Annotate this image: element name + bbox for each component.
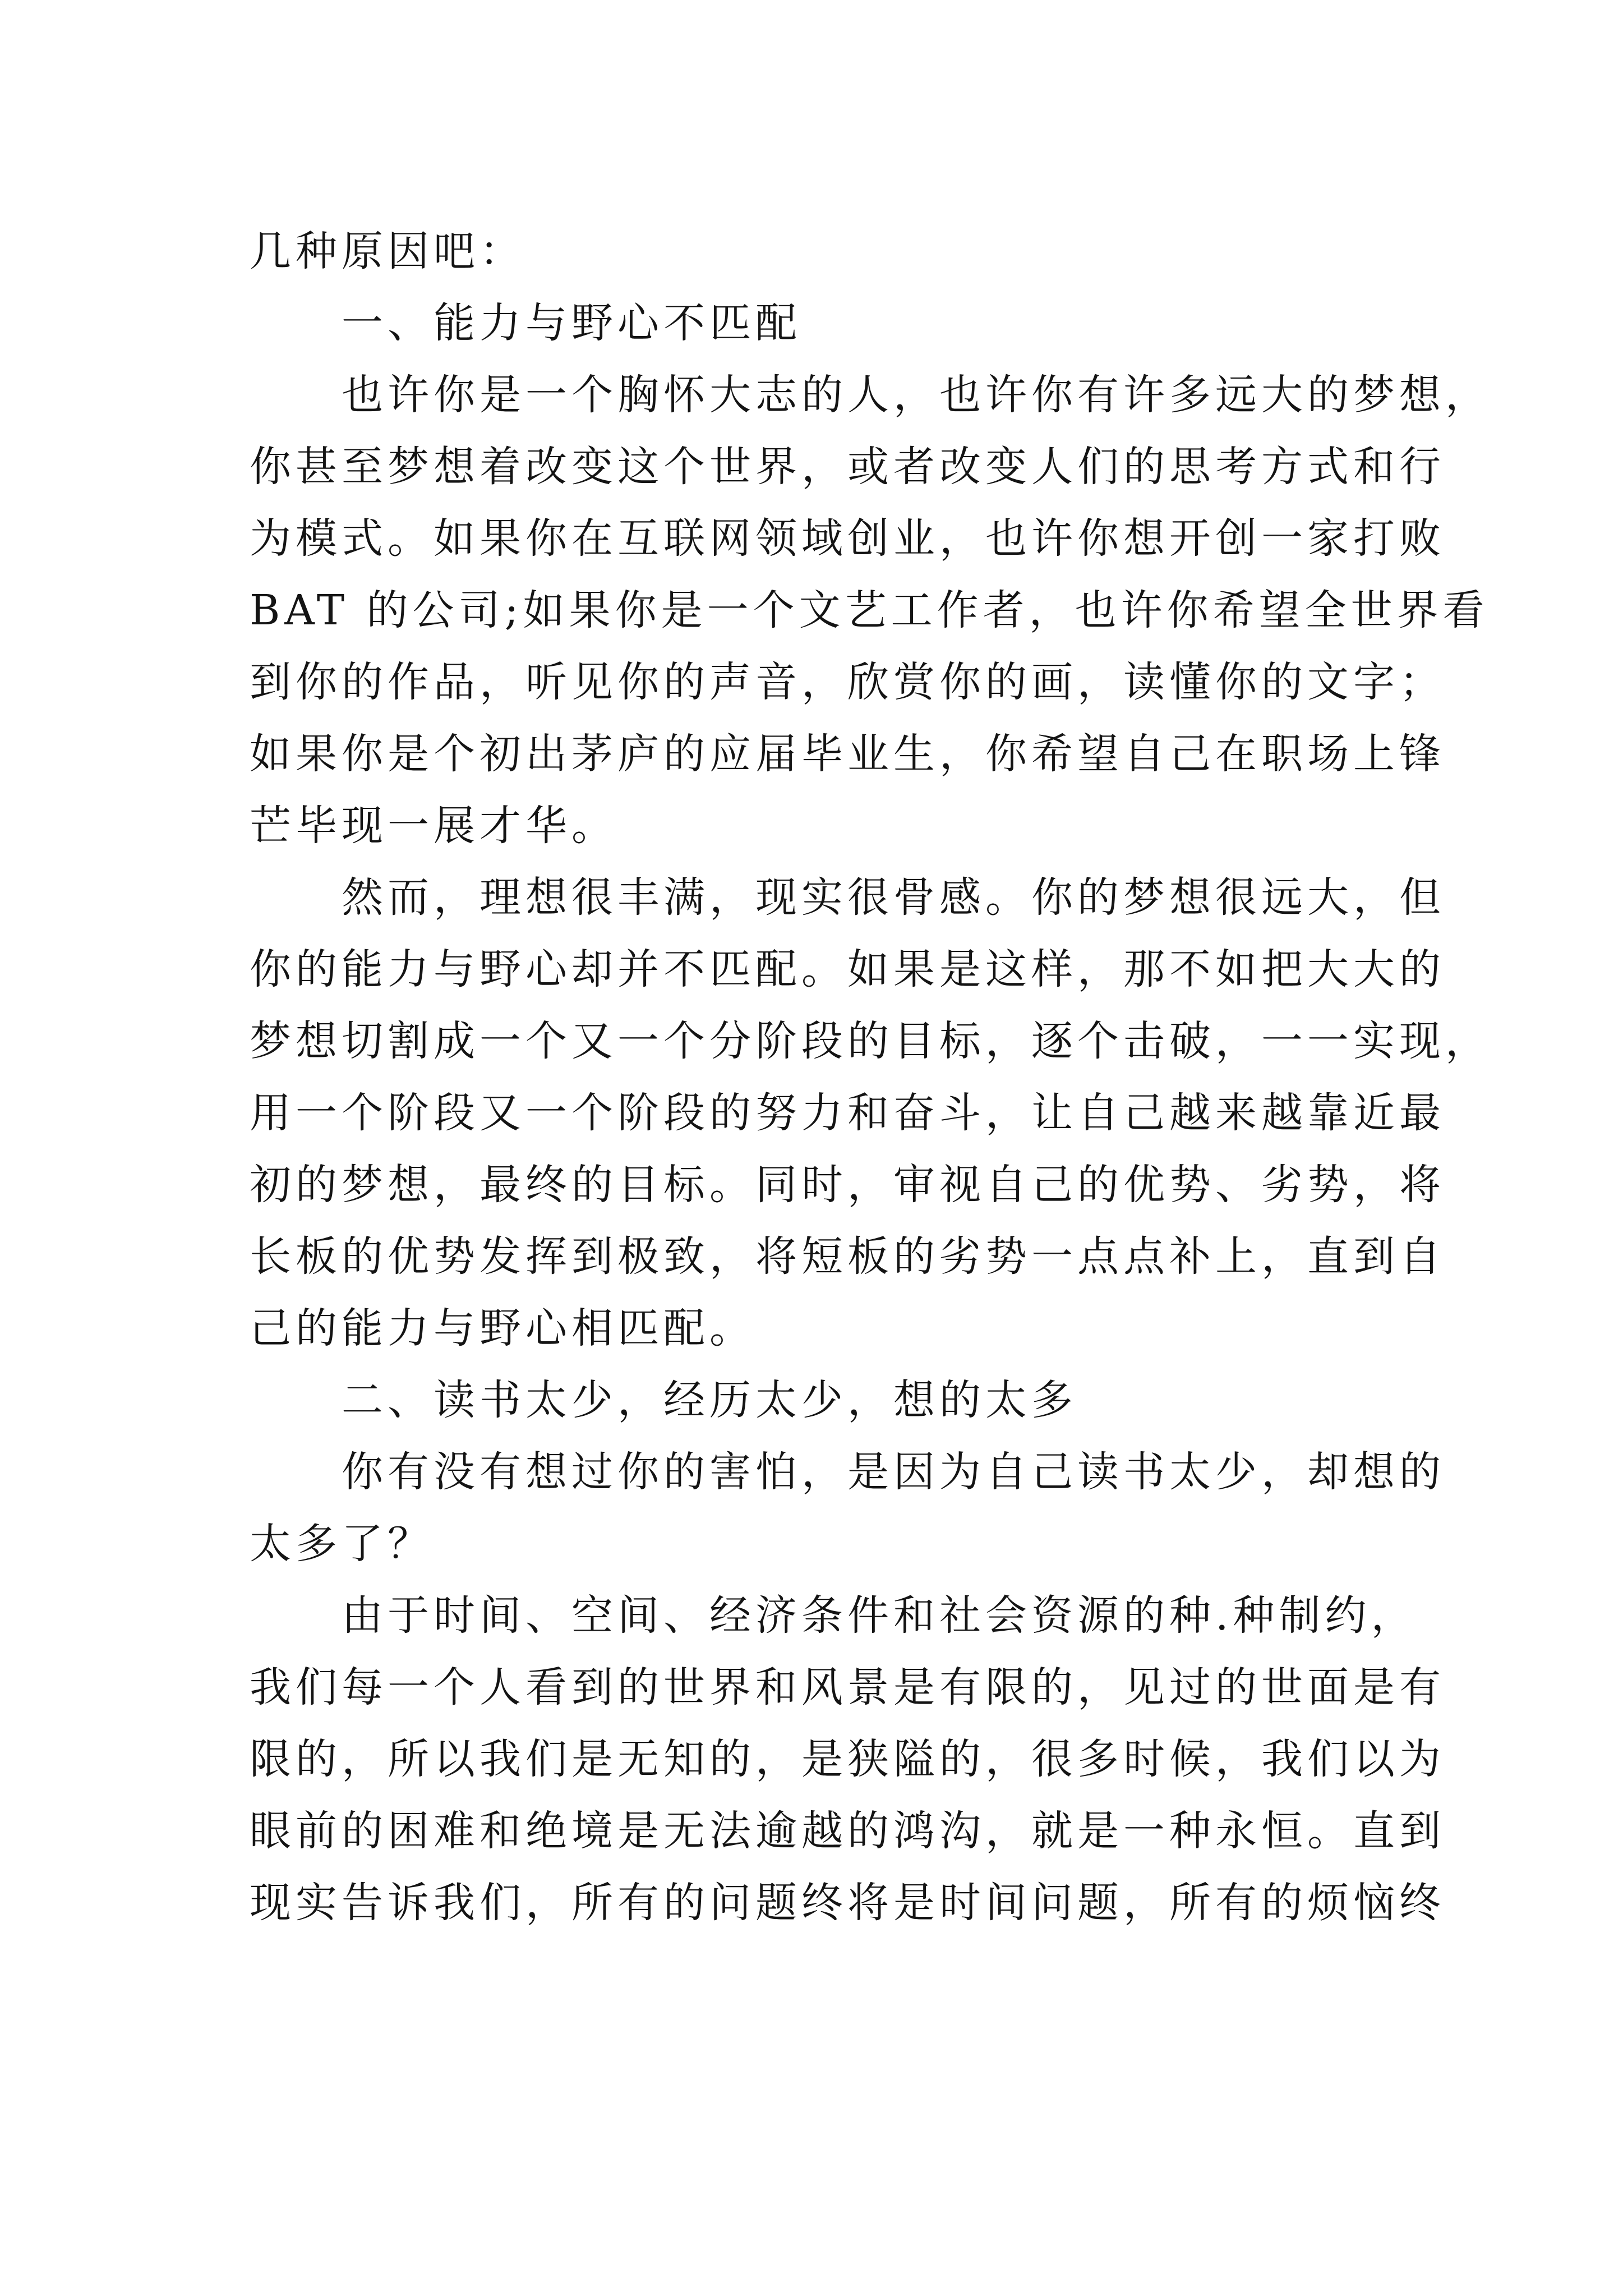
text-line: 我们每一个人看到的世界和风景是有限的，见过的世面是有 — [250, 1663, 1445, 1711]
text-line: 为模式。如果你在互联网领域创业，也许你想开创一家打败 — [250, 514, 1445, 563]
body-text — [250, 215, 1491, 1939]
section-heading: 二、读书太少，经历太少，想的太多 — [342, 1376, 1077, 1424]
text-line: 然而，理想很丰满，现实很骨感。你的梦想很远大，但 — [342, 873, 1445, 922]
text-line: 你的能力与野心却并不匹配。如果是这样，那不如把大大的 — [250, 945, 1445, 993]
text-line: 芒毕现一展才华。 — [250, 802, 617, 850]
text-line: 眼前的困难和绝境是无法逾越的鸿沟，就是一种永恒。直到 — [250, 1807, 1445, 1855]
text-line: 梦想切割成一个又一个分阶段的目标，逐个击破，一一实现， — [250, 1017, 1491, 1065]
text-line: 你有没有想过你的害怕，是因为自己读书太少，却想的 — [342, 1448, 1445, 1496]
text-line: BAT 的公司;如果你是一个文艺工作者，也许你希望全世界看 — [250, 586, 1489, 634]
text-line: 用一个阶段又一个阶段的努力和奋斗，让自己越来越靠近最 — [250, 1089, 1445, 1137]
text-line: 由于时间、空间、经济条件和社会资源的种.种制约， — [342, 1591, 1417, 1640]
text-line: 如果你是个初出茅庐的应届毕业生，你希望自己在职场上锋 — [250, 730, 1445, 778]
text-line: 几种原因吧： — [250, 227, 525, 275]
text-line: 也许你是一个胸怀大志的人，也许你有许多远大的梦想， — [342, 371, 1491, 419]
section-heading: 一、能力与野心不匹配 — [342, 299, 801, 347]
text-line: 己的能力与野心相匹配。 — [250, 1304, 755, 1352]
text-line: 到你的作品，听见你的声音，欣赏你的画，读懂你的文字； — [250, 658, 1445, 706]
text-line: 初的梦想，最终的目标。同时，审视自己的优势、劣势，将 — [250, 1161, 1445, 1209]
text-line: 长板的优势发挥到极致，将短板的劣势一点点补上，直到自 — [250, 1232, 1445, 1281]
text-line: 现实告诉我们，所有的问题终将是时间问题，所有的烦恼终 — [250, 1879, 1445, 1927]
text-line: 太多了？ — [250, 1520, 434, 1568]
text-line: 你甚至梦想着改变这个世界，或者改变人们的思考方式和行 — [250, 443, 1445, 491]
text-line: 限的，所以我们是无知的，是狭隘的，很多时候，我们以为 — [250, 1735, 1445, 1783]
